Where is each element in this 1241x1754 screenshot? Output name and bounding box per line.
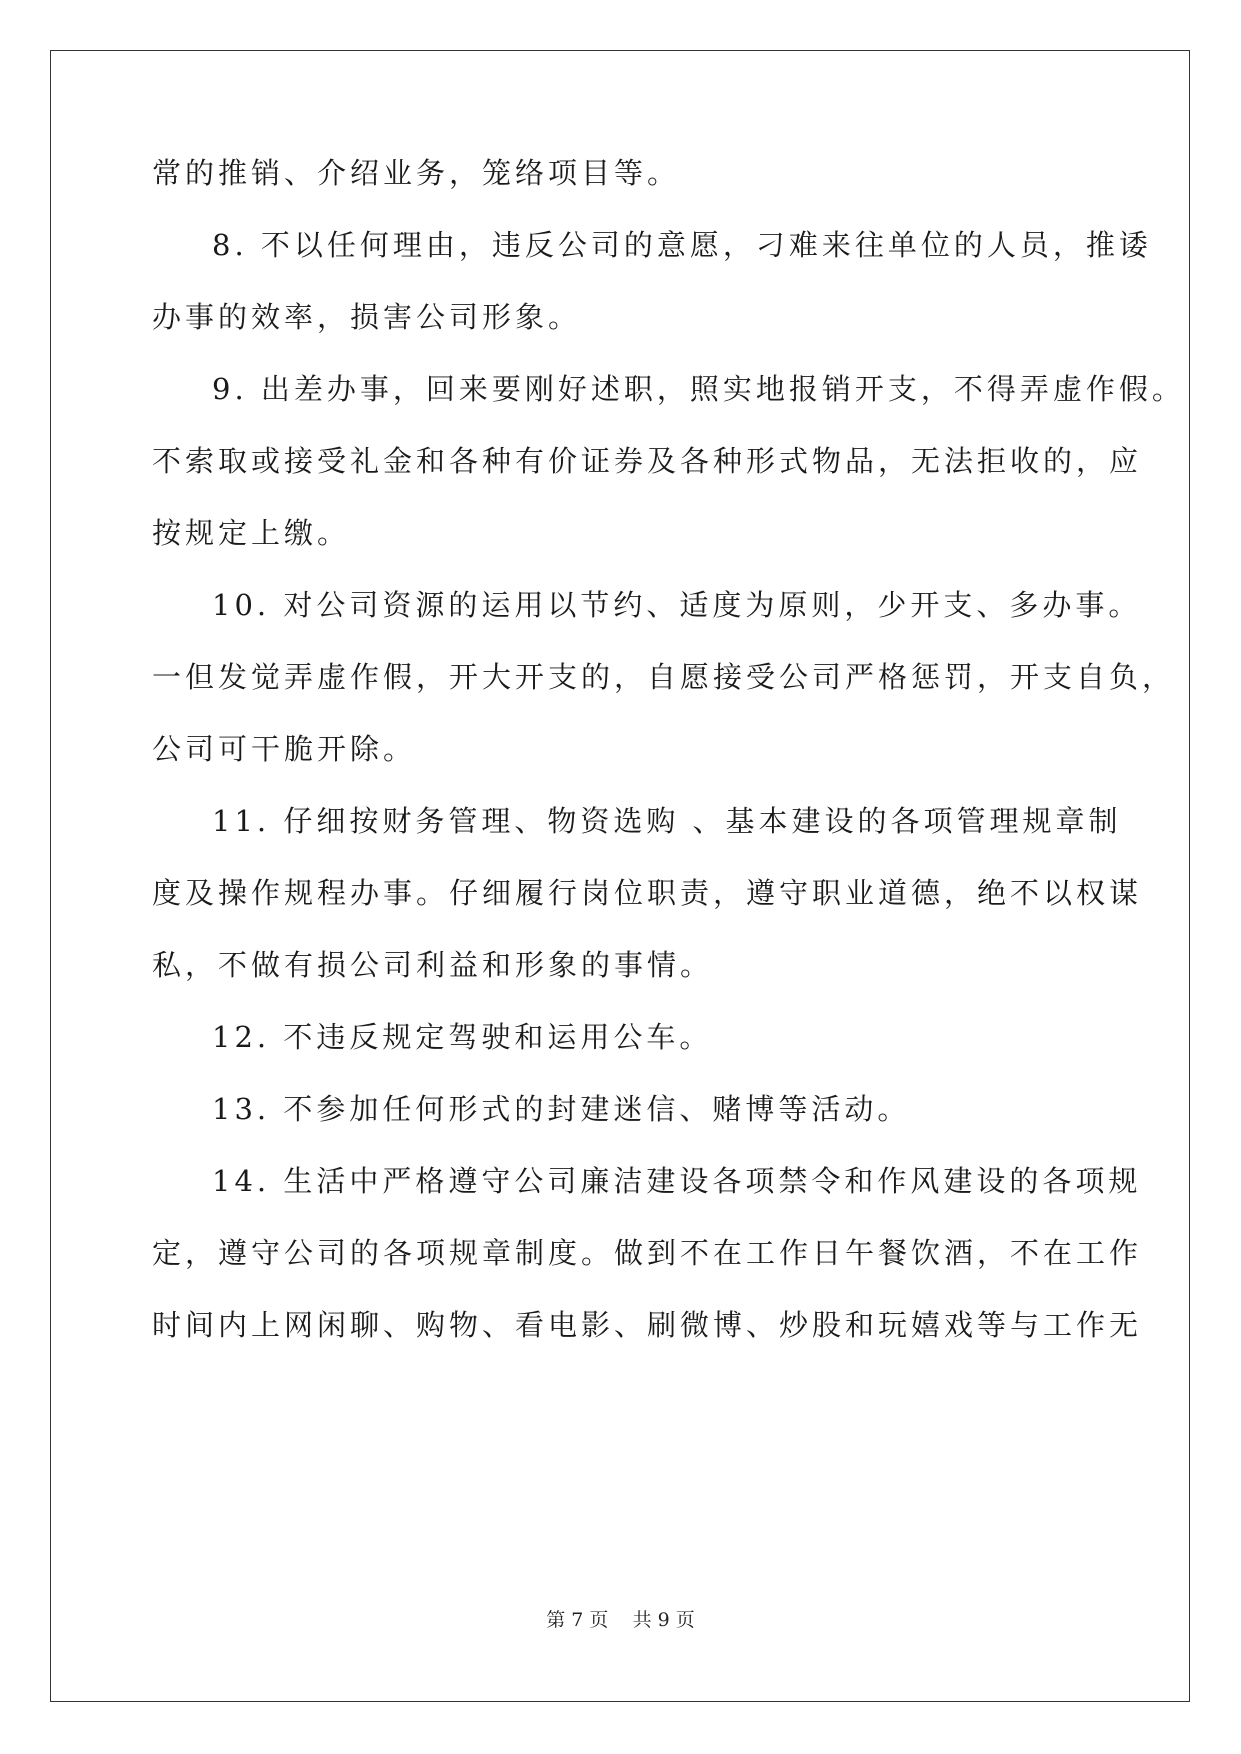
text-line: 一但发觉弄虚作假，开大开支的，自愿接受公司严格惩罚，开支自负， [152,660,1176,694]
text-line: 14. 生活中严格遵守公司廉洁建设各项禁令和作风建设的各项规 [212,1164,1142,1198]
text-line: 11. 仔细按财务管理、物资选购 、基本建设的各项管理规章制 [212,804,1122,838]
text-line: 常的推销、介绍业务，笼络项目等。 [152,156,681,190]
text-line: 时间内上网闲聊、购物、看电影、刷微博、炒股和玩嬉戏等与工作无 [152,1308,1143,1342]
text-line: 私，不做有损公司利益和形象的事情。 [152,948,714,982]
text-line: 公司可干脆开除。 [152,732,417,766]
text-line: 8. 不以任何理由，违反公司的意愿，刁难来往单位的人员，推诿 [212,228,1152,262]
page-number-label: 第 7 页 共 9 页 [546,1609,695,1631]
text-line: 9. 出差办事，回来要刚好述职，照实地报销开支，不得弄虚作假。 [212,372,1185,406]
text-line: 10. 对公司资源的运用以节约、适度为原则，少开支、多办事。 [212,588,1142,622]
text-line: 不索取或接受礼金和各种有价证券及各种形式物品，无法拒收的，应 [152,444,1143,478]
text-line: 度及操作规程办事。仔细履行岗位职责，遵守职业道德，绝不以权谋 [152,876,1143,910]
text-line: 按规定上缴。 [152,516,351,550]
text-line: 12. 不违反规定驾驶和运用公车。 [212,1020,713,1054]
page-footer [0,1608,1241,1632]
text-line: 定，遵守公司的各项规章制度。做到不在工作日午餐饮酒，不在工作 [152,1236,1143,1270]
text-line: 办事的效率，损害公司形象。 [152,300,582,334]
text-line: 13. 不参加任何形式的封建迷信、赌博等活动。 [212,1092,911,1126]
